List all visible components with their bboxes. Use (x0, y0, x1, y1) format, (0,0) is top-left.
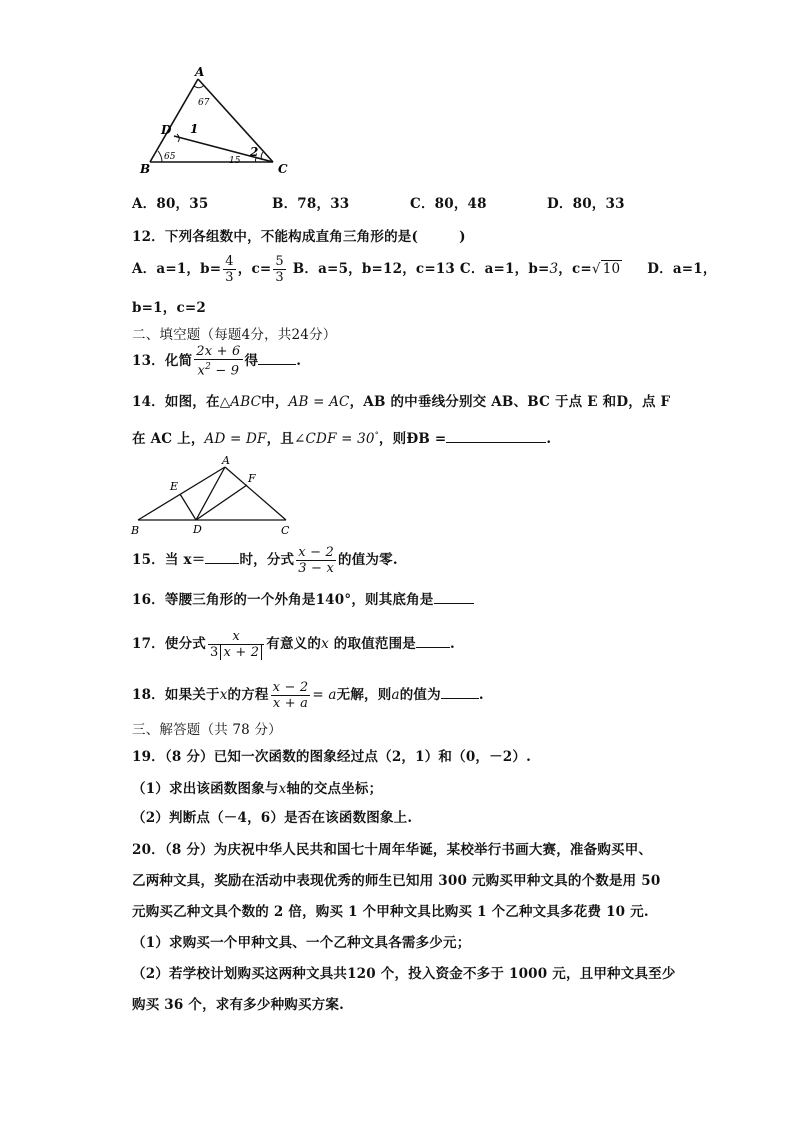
fig2-label-e: E (170, 480, 179, 493)
q20-line3: 元购买乙种文具个数的 2 倍，购买 1 个甲种文具比购买 1 个乙种文具多花费 10 元. (132, 904, 649, 920)
q19-stem: 19．（8 分）已知一次函数的图象经过点（2，1）和（0，－2）. (132, 749, 532, 765)
q20-part2-line2: 购买 36 个，求有多少种购买方案. (132, 997, 344, 1013)
angle-label-2: 2 (250, 145, 259, 159)
vertex-label-b: B (140, 162, 151, 176)
q11-option-c: C．80，48 (410, 196, 487, 212)
segment-ed (180, 494, 196, 520)
side-ab (138, 467, 225, 520)
triangle-figure-1 (138, 60, 298, 178)
q17-fraction: $\frac{x}{3 x + 2}$ (208, 629, 264, 660)
q17-line: 17．使分式 $\frac{x}{3 x + 2}$ 有意义的x 的取值范围是 . (132, 629, 455, 660)
q12-stem: 12．下列各组数中，不能构成直角三角形的是( ) (132, 229, 466, 245)
q14-answer-blank[interactable] (446, 430, 546, 443)
fig2-label-d: D (193, 523, 202, 536)
segment-df (196, 485, 247, 520)
side-ab (150, 79, 198, 162)
q16-answer-blank[interactable] (434, 591, 474, 604)
sqrt-ten: √ 10 (591, 261, 621, 277)
segment-ad (196, 467, 225, 520)
q20-line2: 乙两种文具，奖励在活动中表现优秀的师生已知用 300 元购买甲种文具的个数是用 50 (132, 873, 661, 889)
q18-answer-blank[interactable] (441, 686, 479, 699)
section-2-heading: 二、填空题（每题4分，共24分） (132, 327, 337, 343)
q20-line1: 20．（8 分）为庆祝中华人民共和国七十周年华诞，某校举行书画大赛，准备购买甲、 (132, 842, 653, 858)
vertex-label-c: C (278, 162, 288, 176)
angle-value-dcb: 15 (229, 156, 241, 166)
q18-line: 18．如果关于x的方程 $\frac{x - 2}{x + a}$ = a无解，则a的值为 . (132, 680, 484, 711)
fig2-label-f: F (248, 472, 256, 485)
angle-arc-a (194, 85, 204, 88)
q12-options-line1: A．a=1，b= $\frac{4}{3}$ ，c= $\frac{5}{3}$ B．a=5，b=12，c=13 C．a=1，b=3，c=√ 10 D．a=1， (132, 254, 717, 285)
q19-part2: （2）判断点（－4，6）是否在该函数图象上. (132, 810, 413, 826)
vertex-label-d: D (161, 123, 172, 137)
q18-fraction: $\frac{x - 2}{x + a}$ (272, 680, 309, 711)
fig2-label-b: B (131, 524, 140, 537)
fig2-label-c: C (281, 524, 290, 537)
side-ac (198, 79, 273, 162)
q15-answer-blank[interactable] (205, 551, 239, 564)
q13-answer-blank[interactable] (258, 352, 296, 365)
q15-fraction: $\frac{x - 2}{3 - x}$ (298, 545, 335, 576)
vertex-label-a: A (195, 65, 205, 79)
q19-part1: （1）求出该函数图象与x轴的交点坐标； (132, 781, 383, 797)
q11-option-b: B．78，33 (272, 196, 350, 212)
fraction-four-thirds: $\frac{4}{3}$ (225, 254, 234, 285)
q11-option-d: D．80，33 (547, 196, 625, 212)
q11-option-a: A．80，35 (132, 196, 209, 212)
section-3-heading: 三、解答题（共 78 分） (132, 722, 282, 738)
q20-part1: （1）求购买一个甲种文具、一个乙种文具各需多少元； (132, 935, 471, 951)
q12-options-line2: b=1，c=2 (132, 300, 206, 316)
q17-answer-blank[interactable] (416, 635, 450, 648)
q20-part2-line1: （2）若学校计划购买这两种文具共120 个，投入资金不多于 1000 元，且甲种文具至少 (132, 966, 676, 982)
q12-option-b: B．a=5，b=12，c=13 (292, 261, 456, 277)
angle-arc-b (158, 151, 162, 162)
triangle-figure-2 (128, 452, 300, 538)
angle-value-a: 67 (198, 98, 210, 108)
angle-label-1: 1 (190, 122, 199, 136)
q12-option-d-label: D．a=1， (647, 261, 717, 277)
q14-line2: 在 AC 上，AD = DF，且∠CDF = 30°，则ÐB = . (132, 430, 552, 447)
q16-line: 16．等腰三角形的一个外角是140°，则其底角是 (132, 588, 474, 608)
q12-option-c-label: C．a=1，b= (459, 261, 550, 277)
angle-value-b: 65 (164, 152, 176, 162)
q13-fraction: $\frac{2x + 6}{x^2 - 9}$ (196, 344, 241, 379)
fig2-label-a: A (222, 454, 230, 467)
q12-option-a-label: A．a=1，b= (132, 261, 222, 277)
q14-line1: 14．如图，在△ABC中，AB = AC，AB 的中垂线分别交 AB、BC 于点 E 和D，点 F (132, 394, 671, 410)
angle-arc-1 (177, 134, 179, 142)
q15-line: 15．当 x＝ 时，分式 $\frac{x - 2}{3 - x}$ 的值为零. (132, 545, 398, 576)
fraction-five-thirds: $\frac{5}{3}$ (275, 254, 284, 285)
q13-line: 13．化简 $\frac{2x + 6}{x^2 - 9}$ 得 . (132, 344, 302, 379)
